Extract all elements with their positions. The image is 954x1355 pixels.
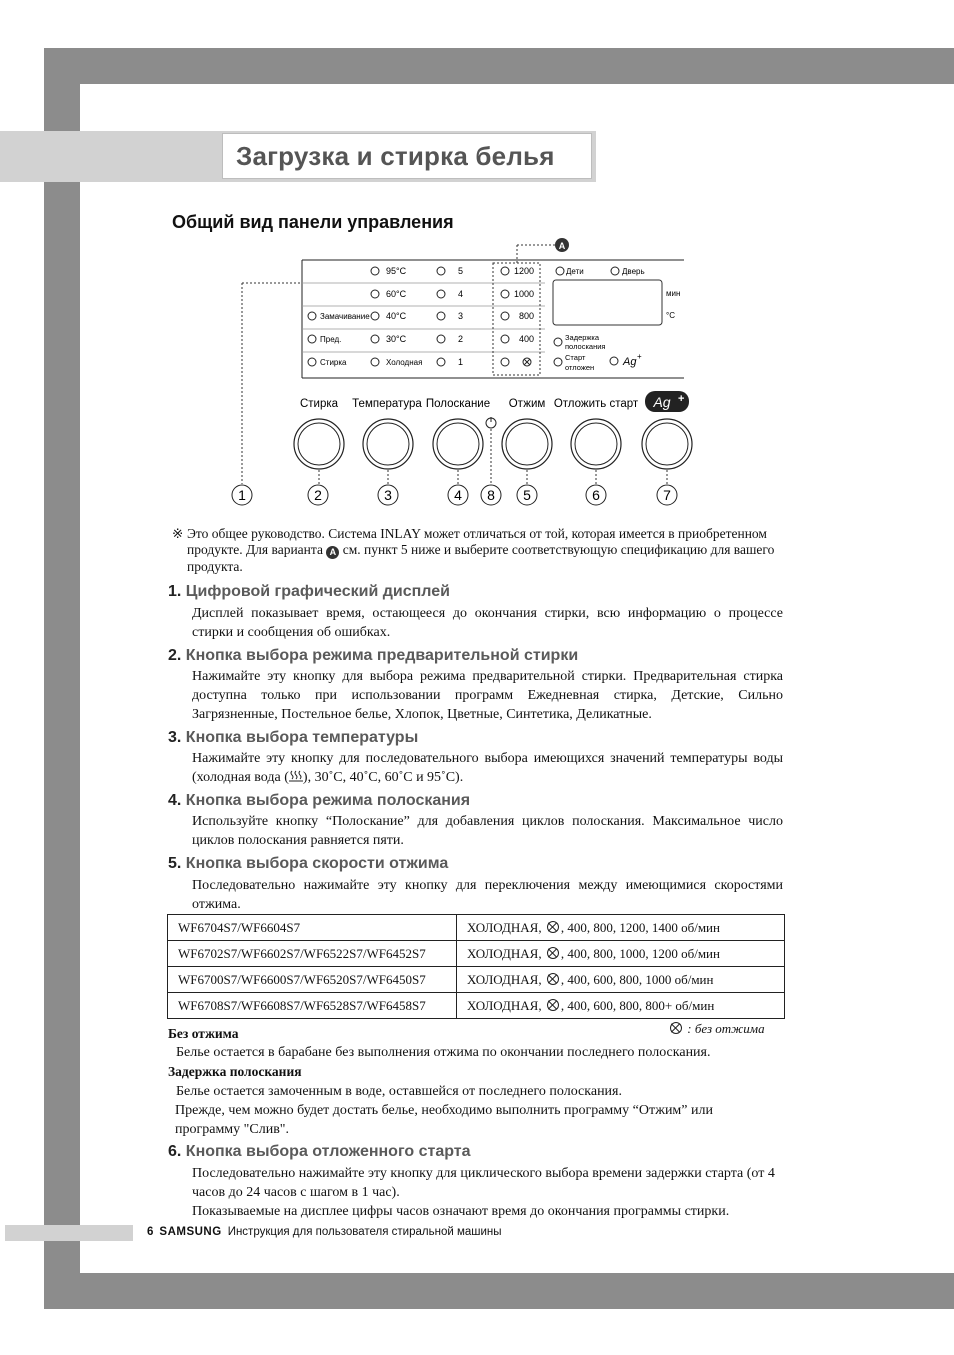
- delay-start-label-2: отложен: [565, 363, 595, 372]
- delay-start-label-1: Старт: [565, 353, 586, 362]
- table-row: [168, 993, 785, 1019]
- spin-800-label: 800: [519, 311, 535, 321]
- footer-text: Инструкция для пользователя стиральной машины: [227, 1226, 502, 1238]
- wash-knob: [294, 419, 344, 469]
- rinse-2-label: 2: [458, 334, 464, 344]
- table-cell-speeds: ХОЛОДНАЯ, , 400, 600, 800, 800+ об/мин: [457, 993, 785, 1019]
- callout-8: 8: [487, 487, 495, 503]
- page-footer: [147, 1226, 502, 1238]
- variant-a-badge-label: A: [558, 241, 566, 251]
- section-title: Общий вид панели управления: [172, 212, 454, 232]
- display-leader: [242, 283, 300, 484]
- button-labels: [300, 398, 639, 410]
- callout-3: 3: [384, 487, 392, 503]
- child-lock-indicator: [556, 267, 564, 275]
- table-cell-models: WF6704S7/WF6604S7: [168, 915, 457, 941]
- rinse-hold-text-1: Белье остается замоченным в воде, оставшейся от последнего полоскания.: [176, 1084, 622, 1099]
- rinse-hold-label-2: полоскания: [565, 342, 606, 351]
- table-cell-models: WF6700S7/WF6600S7/WF6520S7/WF6450S7: [168, 967, 457, 993]
- spin-button-label: Отжим: [508, 398, 546, 410]
- prewash-label: Пред.: [320, 335, 342, 344]
- table-row: [168, 941, 785, 967]
- delay-start-knob: [571, 419, 621, 469]
- rinse-knob: [433, 419, 483, 469]
- page-frame-bottom: [44, 1273, 954, 1309]
- item-4-text: Используйте кнопку “Полоскание” для добавления циклов полоскания. Максимальное число циклов полоскания равняется пяти.: [192, 814, 783, 848]
- item-4-heading: 4. Кнопка выбора режима полоскания: [168, 792, 471, 809]
- rinse-5-label: 5: [458, 266, 464, 276]
- temperature-button-label: Температура: [352, 398, 422, 410]
- table-cell-speeds: ХОЛОДНАЯ, , 400, 800, 1200, 1400 об/мин: [457, 915, 785, 941]
- no-spin-icon: [547, 973, 559, 985]
- rinse-button-label: Полоскание: [425, 398, 491, 410]
- item-6-heading: 6. Кнопка выбора отложенного старта: [168, 1143, 471, 1160]
- footer-bar: [5, 1225, 133, 1241]
- note-star-icon: ※: [172, 526, 184, 541]
- spin-knob: [502, 419, 552, 469]
- ag-indicator: [610, 357, 618, 365]
- brand-logo: SAMSUNG: [159, 1226, 222, 1238]
- temp-cold-label: Холодная: [386, 358, 423, 367]
- rinse-hold-title: Задержка полоскания: [168, 1064, 302, 1079]
- no-spin-icon: [547, 947, 559, 959]
- table-cell-models: WF6702S7/WF6602S7/WF6522S7/WF6452S7: [168, 941, 457, 967]
- no-spin-title: Без отжима: [168, 1026, 239, 1041]
- knobs: [294, 419, 692, 469]
- table-cell-speeds: ХОЛОДНАЯ, , 400, 600, 800, 1000 об/мин: [457, 967, 785, 993]
- rinse-4-label: 4: [458, 289, 464, 299]
- spin-1200-label: 1200: [514, 266, 535, 276]
- item-2-heading: 2. Кнопка выбора режима предварительной стирки: [168, 647, 579, 664]
- callout-5: 5: [523, 487, 531, 503]
- knob-leaders: [319, 470, 667, 484]
- prewash-indicators: [308, 312, 370, 367]
- door-indicator: [611, 267, 619, 275]
- temperature-knob: [363, 419, 413, 469]
- no-spin-legend: : без отжима: [668, 1021, 765, 1037]
- rinse-3-label: 3: [458, 311, 464, 321]
- temp-60-label: 60°C: [386, 289, 407, 299]
- temp-30-label: 30°C: [386, 334, 407, 344]
- no-spin-text: Белье остается в барабане без выполнения отжима по окончании последнего полоскания.: [176, 1045, 711, 1060]
- page-number: 6: [147, 1226, 154, 1238]
- ag-indicator-plus: +: [637, 352, 642, 361]
- wash-label: Стирка: [320, 358, 347, 367]
- item-5-heading: 5. Кнопка выбора скорости отжима: [168, 855, 449, 872]
- no-spin-icon: [670, 1022, 682, 1034]
- item-2-text: Нажимайте эту кнопку для выбора режима предварительной стирки. Предварительная стирка доступна только при использовании программ Ежедневная стирка, Детские, Сильно Загрязненные, Постельное белье, Хлопок, Цветные, Синтетика, Деликатные.: [192, 669, 783, 722]
- rinse-hold-label-1: Задержка: [565, 333, 600, 342]
- item-1-heading: 1. Цифровой графический дисплей: [168, 583, 450, 600]
- digital-display: [553, 280, 662, 325]
- table-row: [168, 915, 785, 941]
- no-spin-icon: [547, 921, 559, 933]
- control-panel-diagram: [0, 0, 954, 520]
- ag-button-plus: +: [678, 393, 685, 405]
- table-cell-models: WF6708S7/WF6608S7/WF6528S7/WF6458S7: [168, 993, 457, 1019]
- no-spin-icon: [547, 999, 559, 1011]
- item-3-text: Нажимайте эту кнопку для последовательного выбора имеющихся значений температуры воды (холодная вода ( ), 30˚C, 40˚C, 60˚C и 95˚C).: [192, 751, 783, 785]
- delay-start-indicator: [554, 358, 562, 366]
- door-label: Дверь: [622, 267, 645, 276]
- callout-6: 6: [592, 487, 600, 503]
- item-5-text: Последовательно нажимайте эту кнопку для переключения между имеющимися скоростями отжима.: [192, 878, 783, 912]
- variant-a-inline-badge: A: [326, 546, 339, 559]
- cold-water-icon: [289, 769, 303, 781]
- no-spin-icon: [523, 358, 531, 366]
- soak-label: Замачивание: [320, 312, 370, 321]
- table-cell-speeds: ХОЛОДНАЯ, , 400, 800, 1000, 1200 об/мин: [457, 941, 785, 967]
- ag-indicator-label: Ag: [623, 356, 637, 368]
- callout-7: 7: [663, 487, 671, 503]
- unit-celsius: °C: [666, 311, 675, 320]
- spin-speed-table: [167, 914, 785, 1019]
- rinse-hold-indicator: [554, 338, 562, 346]
- note-text: Это общее руководство. Система INLAY может отличаться от той, которая имеется в приобретенном продукте. Для варианта A см. пункт 5 ниже и выберите соответствующую спецификацию для вашего продукта.: [187, 526, 775, 574]
- ag-button-label: Ag: [653, 394, 671, 410]
- power-indicator-icon: [486, 417, 496, 428]
- item-6-text-2: Показываемые на дисплее цифры часов означают время до окончания программы стирки.: [192, 1204, 730, 1219]
- callout-2: 2: [314, 487, 322, 503]
- delay-start-button-label: Отложить старт: [553, 398, 639, 410]
- item-3-heading: 3. Кнопка выбора температуры: [168, 729, 419, 746]
- page-title: Загрузка и стирка белья: [236, 141, 555, 171]
- child-lock-label: Дети: [566, 267, 584, 276]
- temp-95-label: 95°C: [386, 266, 407, 276]
- callout-1: 1: [238, 487, 246, 503]
- table-row: [168, 967, 785, 993]
- rinse-hold-text-2: Прежде, чем можно будет достать белье, необходимо выполнить программу “Отжим” или программу "Слив".: [175, 1103, 713, 1137]
- spin-400-label: 400: [519, 334, 535, 344]
- temp-40-label: 40°C: [386, 311, 407, 321]
- spin-1000-label: 1000: [514, 289, 535, 299]
- item-1-text: Дисплей показывает время, остающееся до окончания стирки, всю информацию о процессе стирки и сообщения об ошибках.: [192, 606, 783, 640]
- unit-min: мин: [666, 289, 681, 298]
- spin-indicators: [501, 266, 534, 366]
- rinse-1-label: 1: [458, 357, 464, 367]
- item-6-text-1: Последовательно нажимайте эту кнопку для циклического выбора времени задержки старта (от 4 часов до 24 часов с шагом в 1 час).: [192, 1166, 775, 1200]
- general-note: [172, 526, 784, 575]
- ag-knob: [642, 419, 692, 469]
- callout-4: 4: [454, 487, 462, 503]
- wash-button-label: Стирка: [299, 398, 339, 410]
